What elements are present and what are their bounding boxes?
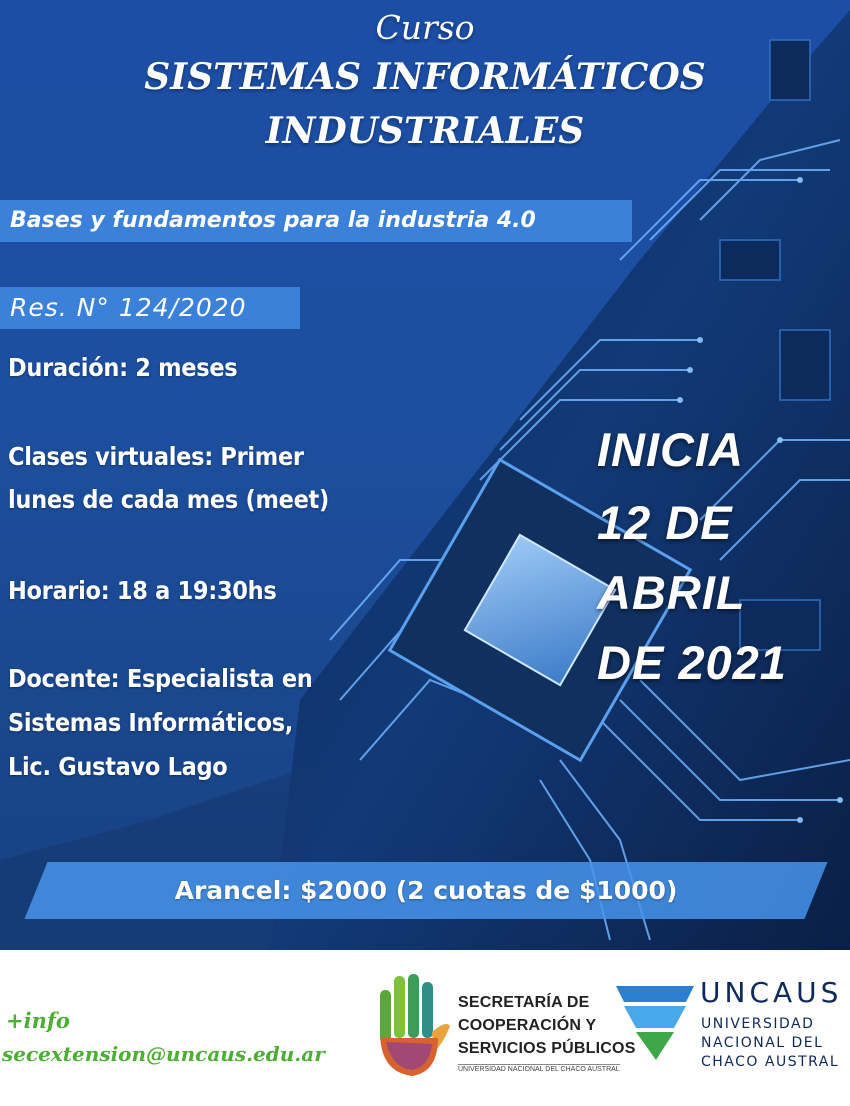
start-date-line3: ABRIL xyxy=(597,566,746,619)
subtitle-band: Bases y fundamentos para la industria 4.0 xyxy=(0,200,632,242)
teacher-text-line2: Sistemas Informáticos, xyxy=(8,708,294,737)
secretaria-line2: COOPERACIÓN Y xyxy=(458,1017,597,1034)
classes-text-line2: lunes de cada mes (meet) xyxy=(8,485,329,514)
uncaus-line1: UNIVERSIDAD xyxy=(701,1016,815,1032)
course-title-line2: INDUSTRIALES xyxy=(265,110,585,152)
uncaus-name: UNCAUS xyxy=(700,976,843,1009)
start-date-line4: DE 2021 xyxy=(597,636,787,689)
uncaus-line2: NACIONAL DEL xyxy=(701,1035,824,1051)
duration-text: Duración: 2 meses xyxy=(8,353,238,382)
secretaria-line1: SECRETARÍA DE xyxy=(458,994,590,1011)
resolution-band: Res. N° 124/2020 xyxy=(0,287,300,329)
contact-email-link[interactable]: secextension@uncaus.edu.ar xyxy=(2,1042,325,1066)
teacher-text-line1: Docente: Especialista en xyxy=(8,664,313,693)
more-info-label: +info xyxy=(6,1008,70,1033)
start-date-line2: 12 DE xyxy=(597,496,733,549)
teacher-text-line3: Lic. Gustavo Lago xyxy=(8,752,228,781)
hand-logo xyxy=(372,972,452,1082)
classes-text-line1: Clases virtuales: Primer xyxy=(8,442,304,471)
uncaus-logo xyxy=(616,982,694,1060)
fee-text: Arancel: $2000 (2 cuotas de $1000) xyxy=(174,876,678,905)
uncaus-line3: CHACO AUSTRAL xyxy=(701,1054,840,1070)
course-label: Curso xyxy=(375,8,475,47)
secretaria-line4: UNIVERSIDAD NACIONAL DEL CHACO AUSTRAL xyxy=(458,1066,620,1073)
start-date-line1: INICIA xyxy=(597,423,744,476)
secretaria-line3: SERVICIOS PÚBLICOS xyxy=(458,1040,636,1057)
schedule-text: Horario: 18 a 19:30hs xyxy=(8,576,277,605)
course-title-line1: SISTEMAS INFORMÁTICOS xyxy=(144,56,706,98)
